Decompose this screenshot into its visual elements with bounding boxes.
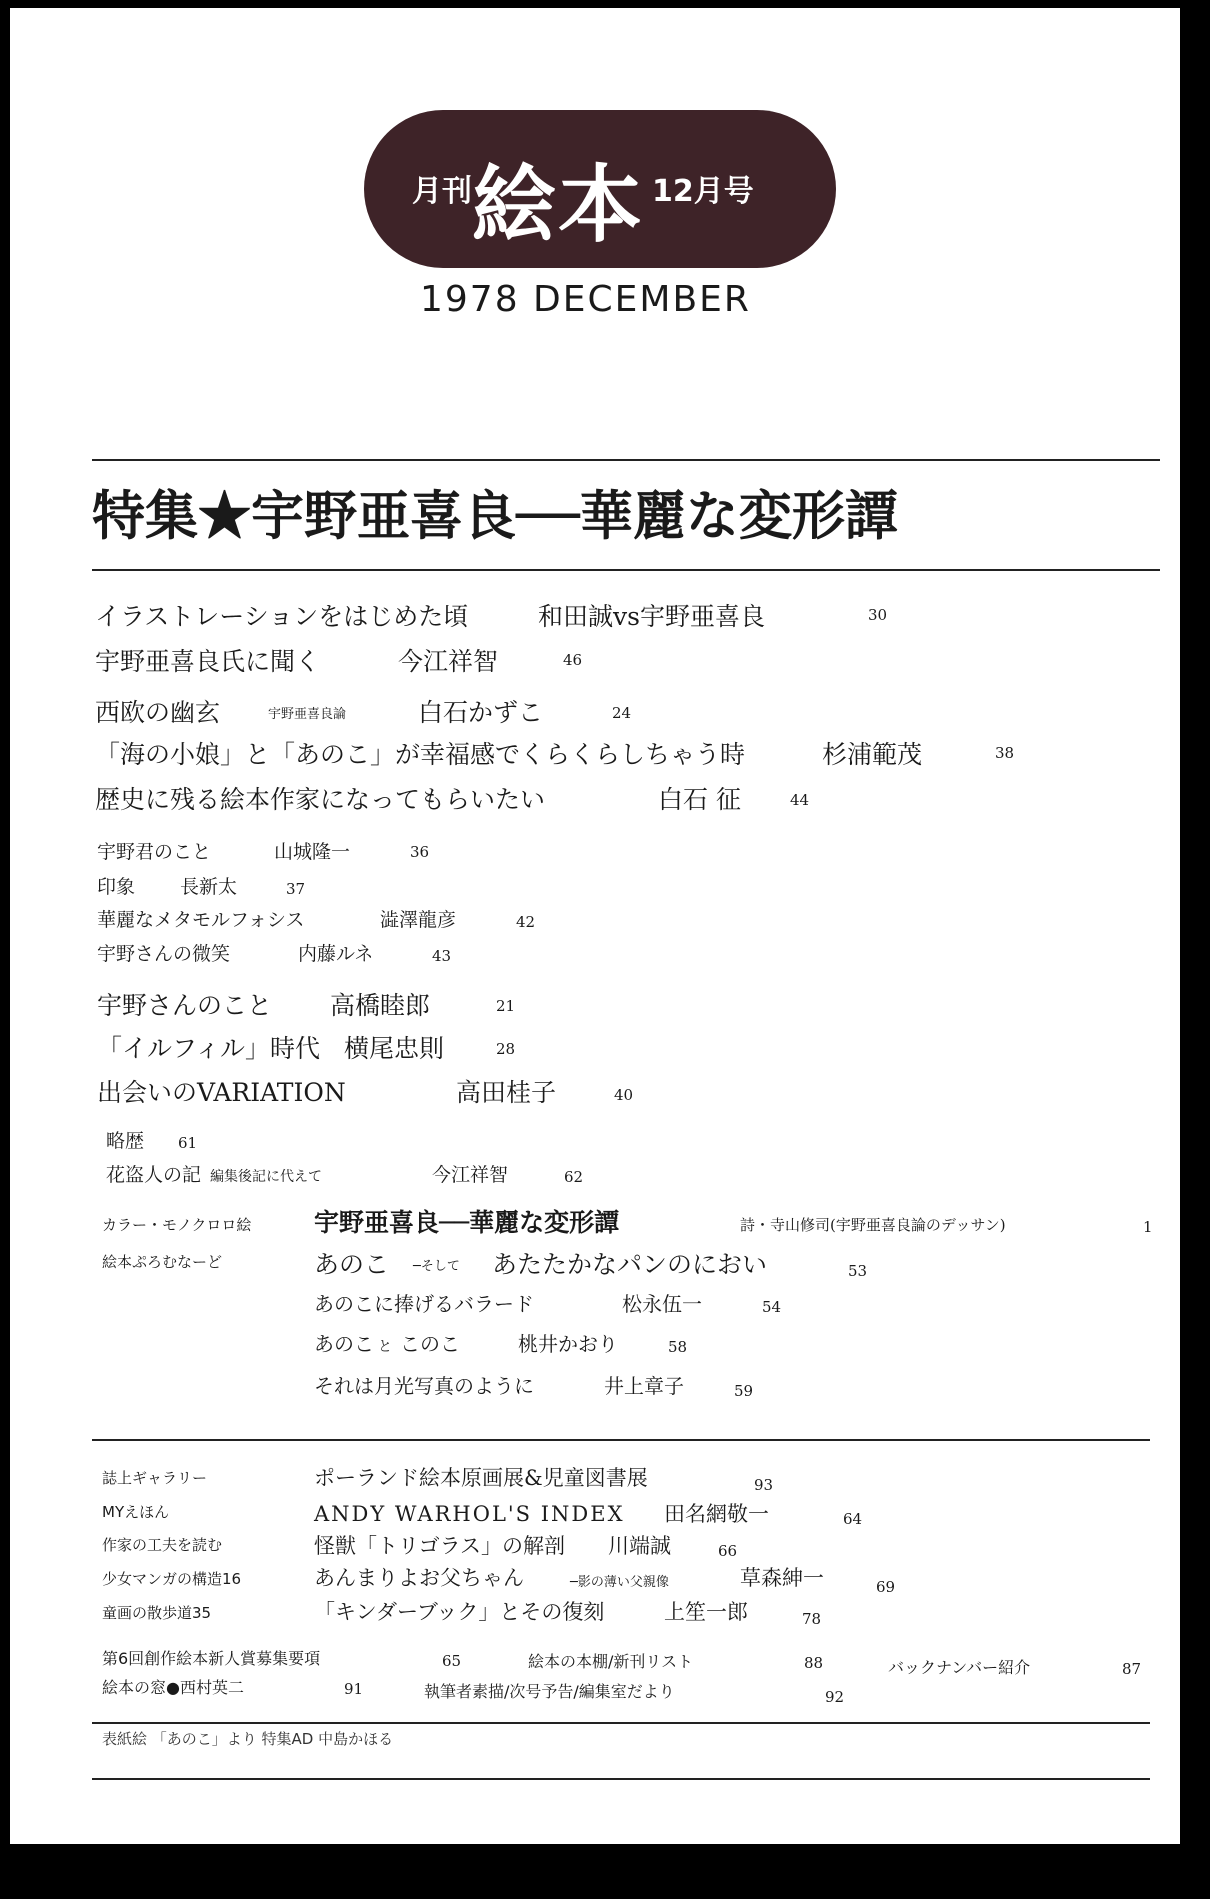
page-number: 40 [614,1086,634,1104]
article-author: 横尾忠則 [344,1034,445,1063]
page-number: 46 [563,651,583,669]
section-title: 宇野亜喜良──華麗な変形譚 [314,1208,620,1237]
series-label: 少女マンガの構造16 [102,1570,242,1588]
series-author: 川端誠 [608,1534,671,1558]
article-author: 松永伍一 [622,1292,702,1316]
article-title: あのこに捧げるバラード [314,1292,534,1316]
article-title: 宇野さんのこと [97,991,273,1020]
page-number: 88 [804,1654,824,1672]
article-title: あのこ [314,1250,390,1279]
article-title: 花盗人の記 [106,1164,202,1186]
misc-item: 絵本の窓●西村英二 [102,1678,244,1697]
series-author: 上笙一郎 [664,1600,748,1624]
article-author: 桃井かおり [518,1332,618,1356]
masthead-date: 1978 DECEMBER [420,279,751,320]
article-title: 印象 [97,876,136,898]
article-subtitle: 編集後記に代えて [210,1169,322,1185]
series-subtitle: ─影の薄い父親像 [570,1575,669,1590]
series-author: 田名網敬一 [664,1502,769,1526]
page-number: 21 [496,997,516,1015]
page-number: 30 [868,606,888,624]
article-author: 今江祥智 [432,1164,509,1186]
article-title: あのこ [314,1332,374,1356]
page-number: 24 [612,704,632,722]
page-number: 37 [286,880,306,898]
article-author: 杉浦範茂 [822,740,923,769]
article-author: 山城隆一 [274,841,351,863]
article-title: このこ [400,1332,460,1356]
feature-headline: 特集★宇野亜喜良──華麗な変形譚 [92,485,898,547]
article-author: 高田桂子 [456,1078,557,1107]
page-number: 66 [718,1542,738,1560]
article-author: 井上章子 [604,1374,684,1398]
article-subtitle: 宇野亜喜良論 [268,707,347,722]
page-number: 43 [432,947,452,965]
article-author: 長新太 [180,876,238,898]
page-number: 1 [1143,1218,1153,1236]
article-title: 略歴 [106,1130,145,1152]
article-title: 歴史に残る絵本作家になってもらいたい [95,785,546,814]
page-number: 61 [178,1134,198,1152]
masthead-title: 絵本 [472,156,645,254]
article-title: 華麗なメタモルフォシス [97,909,305,931]
page-number: 64 [843,1510,863,1528]
misc-item: 第6回創作絵本新人賞募集要項 [102,1649,321,1668]
masthead-badge [364,110,836,268]
section-label: カラー・モノクロロ絵 [102,1216,252,1234]
article-title: 宇野亜喜良氏に聞く [95,647,321,676]
page-number: 92 [825,1688,845,1706]
page-number: 28 [496,1040,516,1058]
series-title: あんまりよお父ちゃん [314,1566,524,1590]
masthead-issue: 12月号 [652,174,754,209]
section-label: 絵本ぷろむなーど [102,1253,223,1271]
article-author: 和田誠vs宇野亜喜良 [538,602,765,631]
article-title: 西欧の幽玄 [95,698,221,727]
page-number: 87 [1122,1660,1142,1678]
article-title: 宇野君のこと [97,841,212,863]
page-number: 91 [344,1680,364,1698]
page-number: 54 [762,1298,782,1316]
article-title: 「海の小娘」と「あのこ」が幸福感でくらくらしちゃう時 [95,740,746,769]
article-title: イラストレーションをはじめた頃 [95,602,469,631]
misc-item: バックナンバー紹介 [888,1658,1031,1677]
article-title: それは月光写真のように [314,1374,534,1398]
article-author: 澁澤龍彦 [380,909,457,931]
article-title: 出会いのVARIATION [97,1078,346,1107]
series-label: 童画の散歩道35 [102,1604,212,1622]
series-label: 誌上ギャラリー [102,1469,208,1487]
masthead-monthly: 月刊 [412,174,472,209]
series-title: ANDY WARHOL'S INDEX [314,1502,625,1526]
page-number: 42 [516,913,536,931]
series-label: MYえほん [102,1503,170,1521]
page-number: 59 [734,1382,754,1400]
page-number: 53 [848,1262,868,1280]
article-author: 内藤ルネ [298,943,374,965]
page-number: 62 [564,1168,584,1186]
article-conjunction: ─そして [413,1259,460,1274]
page-number: 93 [754,1476,774,1494]
series-title: 怪獣「トリゴラス」の解剖 [314,1534,565,1558]
credits: 表紙絵 「あのこ」より 特集AD 中島かほる [102,1730,394,1748]
article-title: 「イルフィル」時代 [97,1034,321,1063]
article-author: 白石かずこ [418,698,544,727]
article-author: 高橋睦郎 [330,991,431,1020]
top-rule [92,459,1160,461]
section-note: 詩・寺山修司(宇野亜喜良論のデッサン) [740,1216,1006,1234]
series-label: 作家の工夫を読む [102,1536,223,1554]
article-conjunction: と [378,1339,392,1355]
misc-item: 絵本の本棚/新刊リスト [528,1652,694,1671]
article-title: あたたかなパンのにおい [492,1250,768,1279]
page-number: 44 [790,791,810,809]
page-number: 65 [442,1652,462,1670]
article-title: 宇野さんの微笑 [97,943,231,965]
page-number: 38 [995,744,1015,762]
article-author: 今江祥智 [398,647,499,676]
headline-rule [92,569,1160,571]
series-author: 草森紳一 [740,1566,824,1590]
series-rule [92,1439,1150,1441]
page-number: 58 [668,1338,688,1356]
page-number: 69 [876,1578,896,1596]
credits-rule [92,1722,1150,1724]
bottom-rule [92,1778,1150,1780]
page-number: 78 [802,1610,822,1628]
series-title: 「キンダーブック」とその復刻 [314,1600,605,1624]
series-title: ポーランド絵本原画展&児童図書展 [314,1466,648,1490]
misc-item: 執筆者素描/次号予告/編集室だより [424,1682,675,1701]
page-number: 36 [410,843,430,861]
article-author: 白石 征 [658,785,741,814]
